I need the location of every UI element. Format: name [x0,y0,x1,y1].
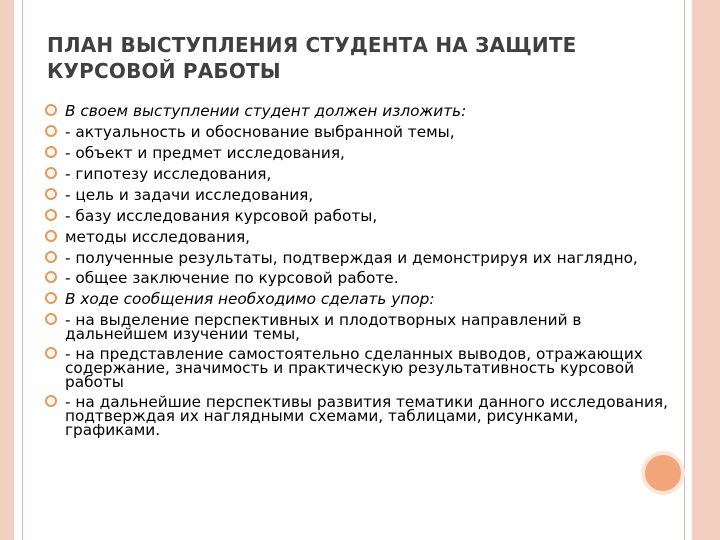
bullet-item [44,394,676,437]
bullet-item [44,229,676,250]
bullet-item [44,250,676,265]
bullet-ring-icon [45,292,57,304]
left-border-line [22,0,23,540]
bullet-ring-icon [45,209,57,221]
bullet-text: - общее заключение по курсовой работе. [65,269,399,287]
bullet-item [44,145,676,166]
bullet-text: - на дальнейшие перспективы развития тематики данного исследования, подтверждая их наглядными схемами, таблицами, рисунками, графиками. [65,393,668,439]
bullet-text: - на выделение перспективных и плодотворных направлений в дальнейшем изучении темы, [65,311,582,343]
bullet-ring-icon [45,230,57,242]
bullet-text: - гипотезу исследования, [65,165,272,183]
bullet-item [44,346,676,389]
bullet-item [44,187,676,208]
bullet-item [44,312,676,341]
bullet-item [44,208,676,229]
bullet-item [44,270,676,291]
bullet-text: - на представление самостоятельно сделанных выводов, отражающих содержание, значимость и практическую результативность курсовой работы [65,345,643,391]
bullet-ring-icon [45,125,57,137]
bullet-list [44,103,676,442]
bullet-ring-icon [45,251,57,263]
bullet-item [44,291,676,312]
bullet-ring-icon [45,271,57,283]
bullet-text: методы исследования, [65,228,251,246]
bullet-item [44,103,676,124]
right-border-line [684,0,685,540]
bullet-item [44,166,676,187]
slide-title: ПЛАН ВЫСТУПЛЕНИЯ СТУДЕНТА НА ЗАЩИТЕ КУРСОВОЙ РАБОТЫ [47,33,577,83]
bullet-text: - объект и предмет исследования, [65,144,345,162]
bullet-ring-icon [45,313,57,325]
decorative-circle-icon [641,451,685,495]
bullet-text: - полученные результаты, подтверждая и демонстрируя их наглядно, [65,249,638,267]
bullet-ring-icon [45,146,57,158]
bullet-ring-icon [45,167,57,179]
bullet-item [44,124,676,145]
bullet-ring-icon [45,188,57,200]
bullet-text: - актуальность и обоснование выбранной темы, [65,123,455,141]
bullet-text: В ходе сообщения необходимо сделать упор: [65,290,435,308]
bullet-ring-icon [45,395,57,407]
bullet-text: В своем выступлении студент должен изложить: [65,102,467,120]
bullet-text: - цель и задачи исследования, [65,186,314,204]
bullet-ring-icon [45,347,57,359]
bullet-ring-icon [45,104,57,116]
bullet-text: - базу исследования курсовой работы, [65,207,378,225]
